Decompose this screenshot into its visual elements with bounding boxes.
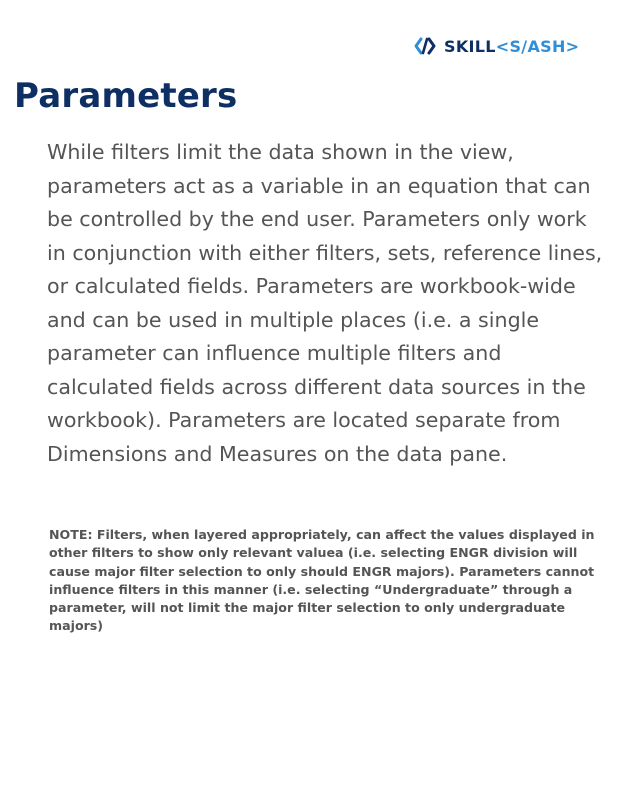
code-brackets-icon	[414, 36, 436, 56]
logo-text-accent: <S/ASH>	[495, 36, 580, 56]
note-paragraph: NOTE: Filters, when layered appropriately, can affect the values displayed in other filters to show only relevant valuea (i.e. selecting ENGR division will cause major filter selection to only should ENGR majors). Parameters cannot influence filters in this manner (i.e. selecting “Undergraduate” through a parameter, will not limit the major filter selection to only undergraduate majors)	[49, 527, 595, 634]
logo-text	[444, 37, 579, 56]
logo-text-prefix: SKILL	[444, 36, 496, 56]
brand-logo	[414, 36, 579, 56]
page-title: Parameters	[14, 76, 238, 116]
body-paragraph: While filters limit the data shown in the view, parameters act as a variable in an equation that can be controlled by the end user. Parameters only work in conjunction with either filters, sets, reference lines, or calculated fields. Parameters are workbook-wide and can be used in multiple places (i.e. a single parameter can influence multiple filters and calculated fields across different data sources in the workbook). Parameters are located separate from Dimensions and Measures on the data pane.	[47, 140, 603, 466]
